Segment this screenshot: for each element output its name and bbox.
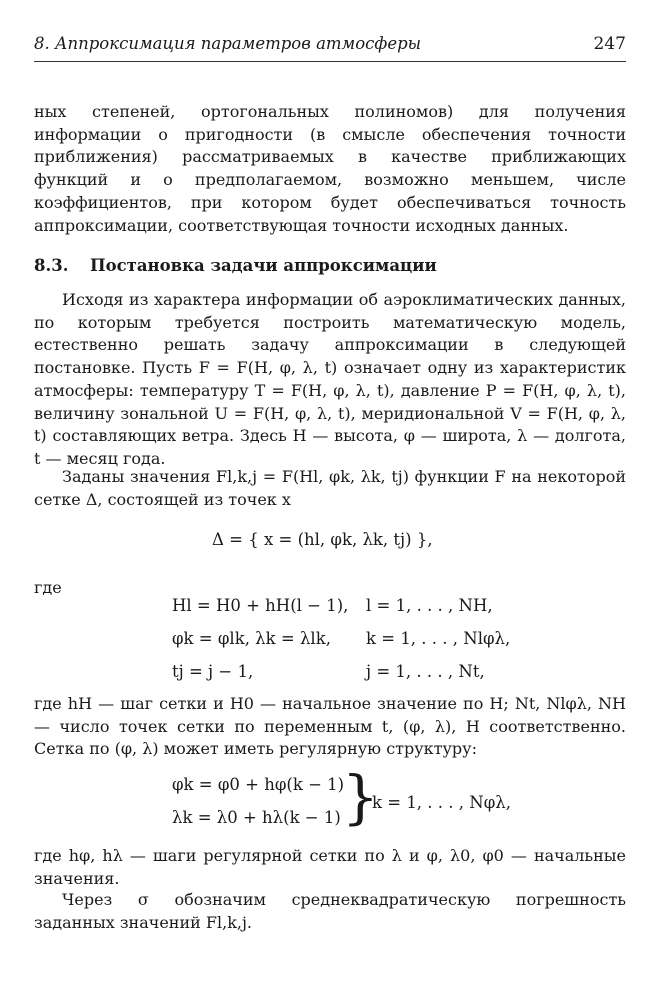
- running-title: 8. Аппроксимация параметров атмосферы: [34, 34, 422, 53]
- section-heading: [34, 256, 437, 275]
- where-label: где: [34, 578, 62, 597]
- paragraph-problem-statement: Исходя из характера информации об аэроклиматических данных, по которым требуется построить математическую модель, естественно решать задачу аппроксимации в следующей постановке. Пусть F = F(H, φ, λ, t) означает одну из характеристик атмосферы: температуру T = F(H, φ, λ, t), давление P = F(H, φ, λ, t), величину зональной U = F(H, φ, λ, t), меридиональной V = F(H, φ, λ, t) составляющих ветра. Здесь H — высота, φ — широта, λ — долгота, t — месяц года.: [34, 290, 626, 468]
- section-number: 8.3.: [34, 256, 69, 275]
- equation-H-lhs: Hl = H0 + hH(l − 1),: [172, 596, 349, 615]
- system-brace: }: [342, 763, 379, 831]
- header-rule: [34, 61, 626, 62]
- equation-phi-lambda-rhs: k = 1, . . . , Nlφλ,: [366, 629, 511, 648]
- equation-t-rhs: j = 1, . . . , Nt,: [366, 662, 485, 681]
- paragraph-sigma: Через σ обозначим среднеквадратическую погрешность заданных значений Fl,k,j.: [34, 890, 626, 932]
- system-rhs: k = 1, . . . , Nφλ,: [372, 793, 511, 812]
- equation-t-lhs: tj = j − 1,: [172, 662, 254, 681]
- page-header: [34, 34, 626, 64]
- page-number: 247: [593, 34, 626, 54]
- equation-phi-lambda-lhs: φk = φlk, λk = λlk,: [172, 629, 331, 648]
- paragraph-regular-grid: где hφ, hλ — шаги регулярной сетки по λ и φ, λ0, φ0 — начальные значения.: [34, 846, 626, 888]
- system-line-phi: φk = φ0 + hφ(k − 1): [172, 775, 345, 794]
- paragraph-intro: ных степеней, ортогональных полиномов) для получения информации о пригодности (в смысле обеспечения точности приближения) рассматриваемых в качестве приближающих функций и о предполагаемом, возможно меньшем, числе коэффициентов, при котором будет обеспечиваться точность аппроксимации, соответствующая точности исходных данных.: [34, 102, 626, 235]
- paragraph-grid-description: где hH — шаг сетки и H0 — начальное значение по H; Nt, Nlφλ, NH — число точек сетки по переменным t, (φ, λ), H соответственно. Сетка по (φ, λ) может иметь регулярную структуру:: [34, 694, 627, 759]
- paragraph-given-values: Заданы значения Fl,k,j = F(Hl, φk, λk, tj) функции F на некоторой сетке Δ, состоящей из точек x: [34, 467, 626, 509]
- equation-H-rhs: l = 1, . . . , NH,: [366, 596, 493, 615]
- system-line-lambda: λk = λ0 + hλ(k − 1): [172, 808, 341, 827]
- equation-grid-delta: Δ = { x = (hl, φk, λk, tj) },: [212, 530, 433, 549]
- section-title: Постановка задачи аппроксимации: [90, 256, 437, 275]
